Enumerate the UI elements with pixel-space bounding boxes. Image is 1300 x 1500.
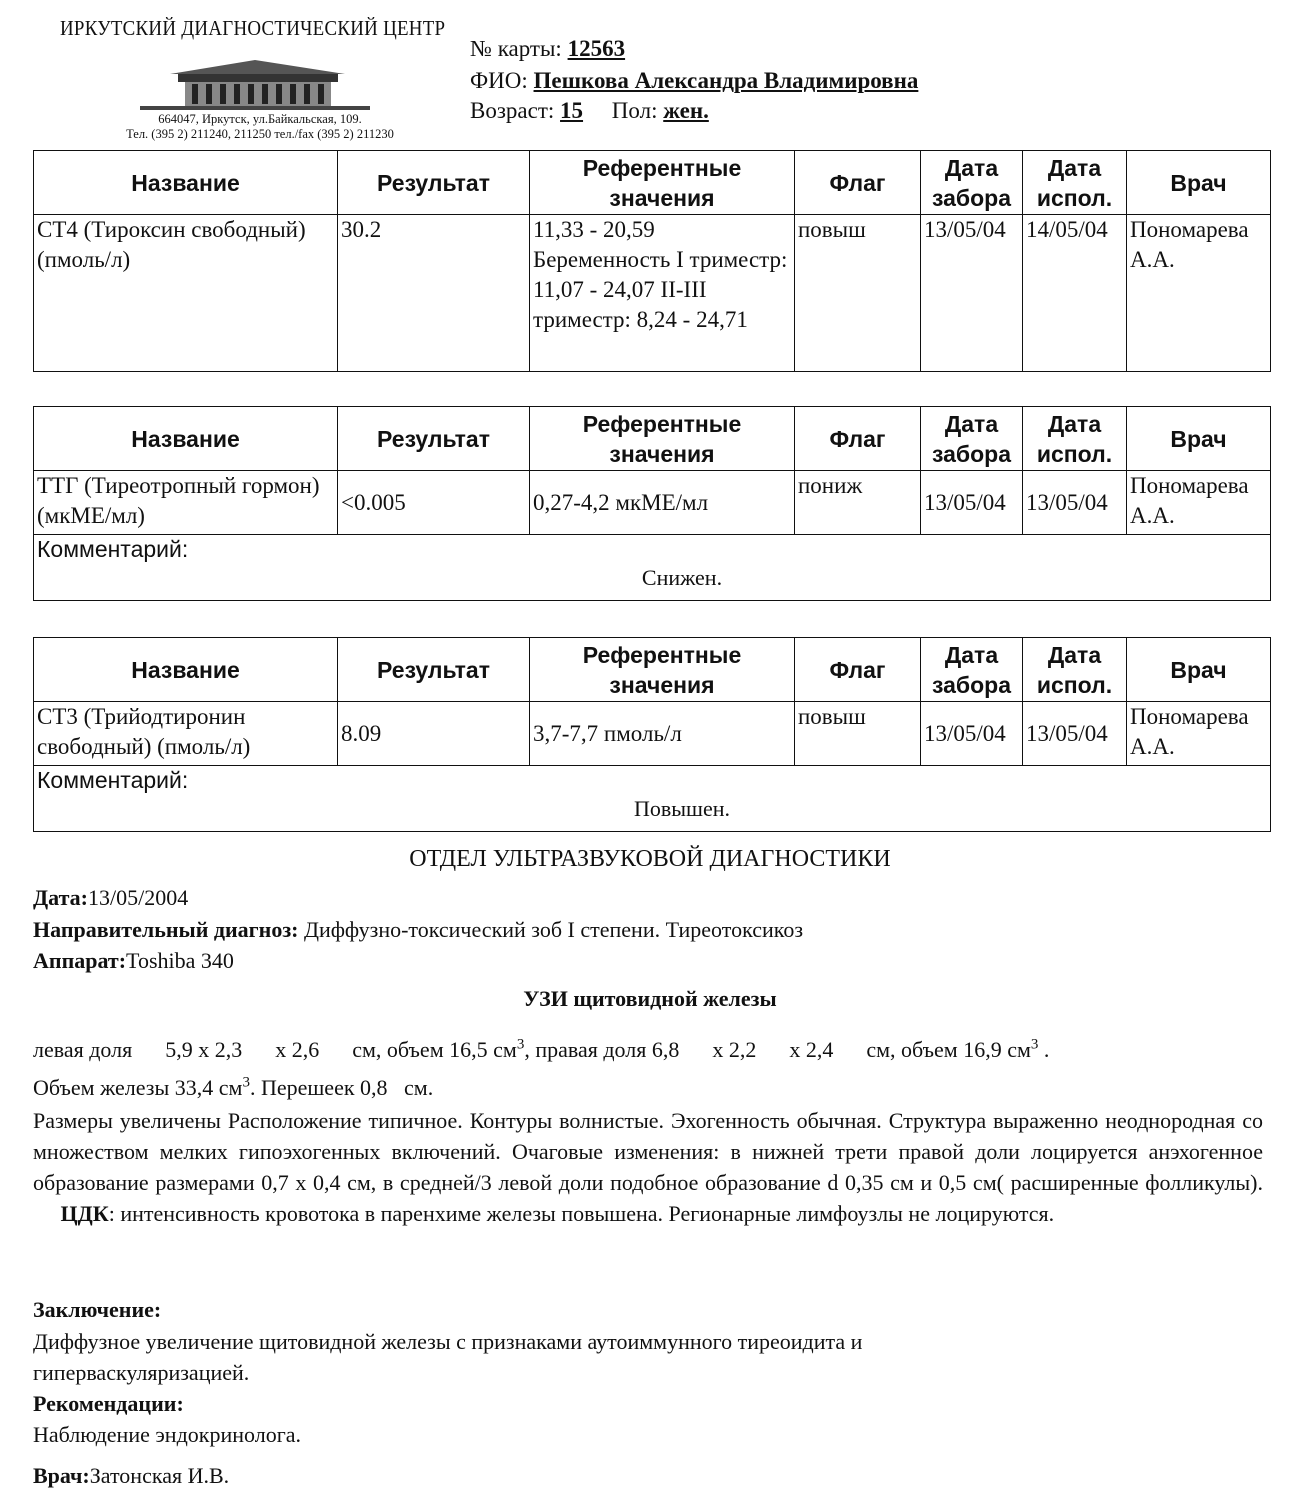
usi-description (33, 1105, 1263, 1229)
comment-text: Повышен. (633, 796, 731, 821)
measure-text: . Перешеек 0,8 см. (249, 1075, 434, 1100)
lab-table-ct3 (33, 637, 1271, 832)
fio-line (470, 66, 918, 96)
comment-row (34, 766, 1271, 832)
test-flag: повыш (795, 215, 921, 372)
description-text: Размеры увеличены Расположение типичное. Контуры волнистые. Эхогенность обычная. Структура выраженно неоднородная со множеством мелких гипоэхогенных включений. Очаговые изменения: в нижней трети правой доли лоцируется анэхогенное образование размерами 0,7 х 0,4 см, в средней/3 левой доли подобное образование d 0,35 см и 0,5 см( расширенные фолликулы). (33, 1108, 1263, 1195)
organization-address (60, 112, 460, 142)
doctor-name: Затонская И.В. (89, 1463, 230, 1488)
test-doctor: Пономарева А.А. (1127, 702, 1271, 766)
recommendations-label: Рекомендации: (33, 1391, 184, 1416)
col-name: Название (34, 151, 338, 215)
age-label: Возраст: (470, 98, 555, 123)
col-name: Название (34, 407, 338, 471)
test-date-taken: 13/05/04 (921, 702, 1023, 766)
lab-table-ttg (33, 406, 1271, 601)
organization-name: ИРКУТСКИЙ ДИАГНОСТИЧЕСКИЙ ЦЕНТР (60, 16, 446, 40)
col-flag: Флаг (795, 407, 921, 471)
description-text: : интенсивность кровотока в паренхиме железы повышена. Регионарные лимфоузлы не лоцируются. (108, 1201, 1055, 1226)
conclusion-text: Диффузное увеличение щитовидной железы с признаками аутоиммунного тиреоидита и гиперваскуляризацией. (33, 1329, 863, 1385)
col-reference: Референтные значения (530, 151, 795, 215)
col-result: Результат (338, 151, 530, 215)
table-header-row (34, 151, 1271, 215)
comment-row (34, 535, 1271, 601)
col-reference: Референтные значения (530, 407, 795, 471)
col-flag: Флаг (795, 151, 921, 215)
col-date-done: Дата испол. (1023, 407, 1127, 471)
test-doctor: Пономарева А.А. (1127, 215, 1271, 372)
phones-line: Тел. (395 2) 211240, 211250 тел./fax (395 2) 211230 (126, 127, 394, 141)
superscript: 3 (1030, 1036, 1039, 1053)
measure-text: левая доля 5,9 х 2,3 х 2,6 см, объем 16,5 см (33, 1037, 517, 1062)
measure-text: . (1038, 1037, 1050, 1062)
test-date-done: 14/05/04 (1023, 215, 1127, 372)
measure-text: , правая доля 6,8 х 2,2 х 2,4 см, объем 16,9 см (524, 1037, 1031, 1062)
measurements-line-1 (33, 1034, 1049, 1065)
date-label: Дата: (33, 885, 88, 910)
age-sex-line (470, 96, 709, 126)
diagnosis-label: Направительный диагноз: (33, 917, 299, 942)
test-date-taken: 13/05/04 (921, 471, 1023, 535)
test-name: ТТГ (Тиреотропный гормон) (мкМЕ/мл) (34, 471, 338, 535)
col-date-taken: Дата забора (921, 638, 1023, 702)
test-flag: пониж (795, 471, 921, 535)
test-name: СТ3 (Трийодтиронин свободный) (пмоль/л) (34, 702, 338, 766)
measure-text: Объем железы 33,4 см (33, 1075, 243, 1100)
test-date-done: 13/05/04 (1023, 702, 1127, 766)
comment-label: Комментарий: (37, 536, 189, 562)
diagnosis-text: Диффузно-токсический зоб I степени. Тиреотоксикоз (304, 917, 804, 942)
diagnosis-line (33, 914, 803, 945)
test-reference: 0,27-4,2 мкМЕ/мл (530, 471, 795, 535)
usi-title: УЗИ щитовидной железы (523, 986, 777, 1011)
doctor-line (33, 1460, 229, 1491)
fio-label: ФИО: (470, 68, 528, 93)
measurements-line-2 (33, 1072, 433, 1103)
superscript: 3 (242, 1074, 250, 1091)
patient-age: 15 (560, 98, 584, 123)
test-date-taken: 13/05/04 (921, 215, 1023, 372)
col-date-done: Дата испол. (1023, 151, 1127, 215)
table-header-row (34, 407, 1271, 471)
doctor-label: Врач: (33, 1463, 90, 1488)
test-result: 30.2 (338, 215, 530, 372)
col-doctor: Врач (1127, 638, 1271, 702)
test-reference: 11,33 - 20,59 Беременность I триместр: 11,07 - 24,07 II-III триместр: 8,24 - 24,71 (530, 215, 795, 372)
department-title: ОТДЕЛ УЛЬТРАЗВУКОВОЙ ДИАГНОСТИКИ (409, 846, 891, 872)
col-reference: Референтные значения (530, 638, 795, 702)
device-text: Toshiba 340 (126, 948, 234, 973)
col-result: Результат (338, 407, 530, 471)
conclusion-label: Заключение: (33, 1297, 162, 1322)
card-number-line (470, 34, 625, 64)
comment-label: Комментарий: (37, 767, 189, 793)
col-doctor: Врач (1127, 407, 1271, 471)
superscript: 3 (516, 1036, 525, 1053)
device-line (33, 945, 234, 976)
col-date-taken: Дата забора (921, 151, 1023, 215)
col-name: Название (34, 638, 338, 702)
test-name: СТ4 (Тироксин свободный) (пмоль/л) (34, 215, 338, 372)
cdk-label: ЦДК (60, 1201, 109, 1226)
test-result: 8.09 (338, 702, 530, 766)
recommendations-text: Наблюдение эндокринолога. (33, 1422, 301, 1447)
comment-text: Снижен. (641, 565, 723, 590)
table-row (34, 215, 1271, 372)
test-doctor: Пономарева А.А. (1127, 471, 1271, 535)
table-header-row (34, 638, 1271, 702)
patient-sex: жен. (663, 98, 709, 123)
test-result: <0.005 (338, 471, 530, 535)
usi-date: 13/05/2004 (87, 885, 189, 910)
lab-table-ct4 (33, 150, 1271, 372)
col-result: Результат (338, 638, 530, 702)
col-flag: Флаг (795, 638, 921, 702)
test-reference: 3,7-7,7 пмоль/л (530, 702, 795, 766)
sex-label: Пол: (611, 98, 658, 123)
test-flag: повыш (795, 702, 921, 766)
card-number: 12563 (567, 36, 626, 61)
card-label: № карты: (470, 36, 562, 61)
building-logo (130, 52, 380, 112)
usi-date-line (33, 882, 188, 913)
patient-name: Пешкова Александра Владимировна (533, 68, 919, 93)
address-line: 664047, Иркутск, ул.Байкальская, 109. (158, 112, 362, 126)
test-date-done: 13/05/04 (1023, 471, 1127, 535)
device-label: Аппарат: (33, 948, 127, 973)
table-row (34, 471, 1271, 535)
col-date-done: Дата испол. (1023, 638, 1127, 702)
col-doctor: Врач (1127, 151, 1271, 215)
table-row (34, 702, 1271, 766)
col-date-taken: Дата забора (921, 407, 1023, 471)
